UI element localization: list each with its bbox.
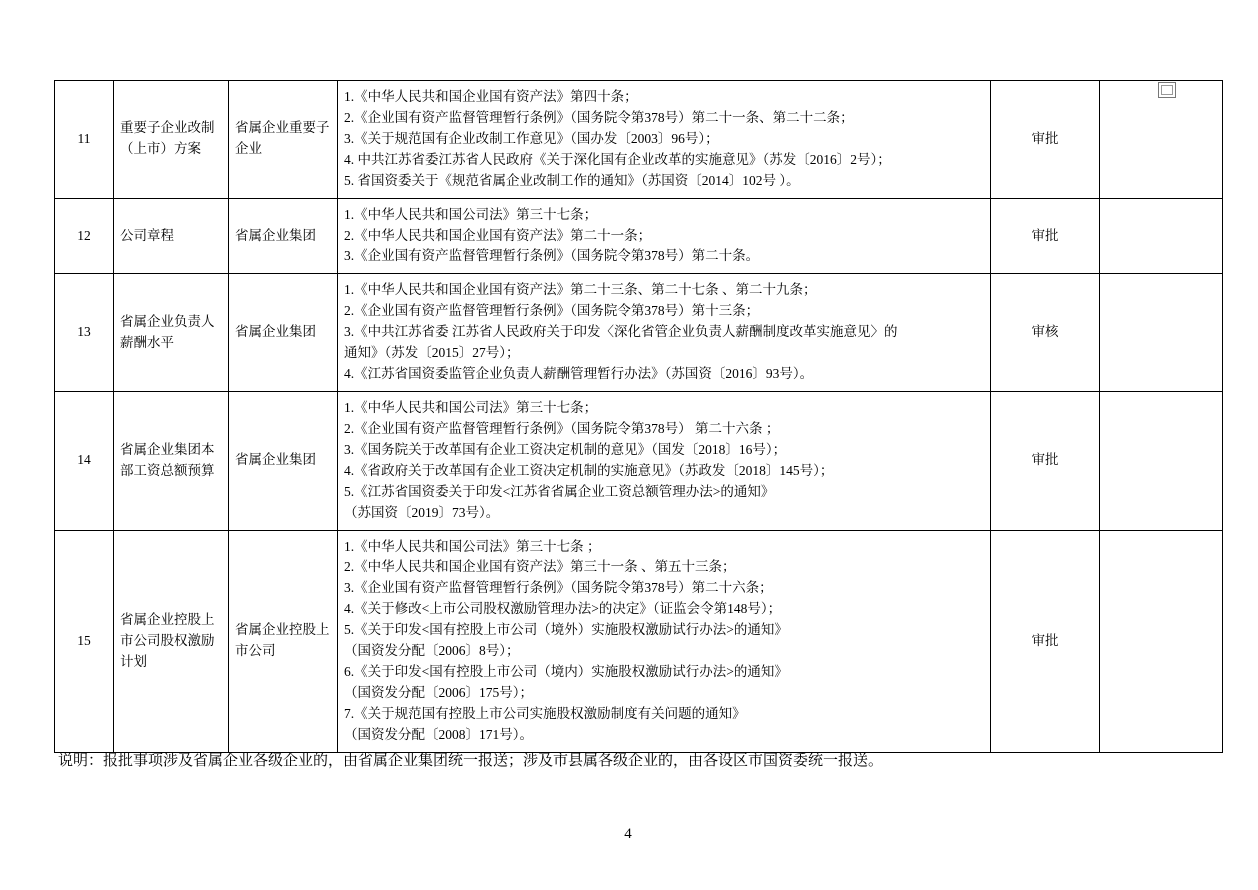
row-item-name: 重要子企业改制（上市）方案 bbox=[114, 81, 229, 199]
legal-basis-line: 2.《企业国有资产监督管理暂行条例》（国务院令第378号） 第二十六条 ； bbox=[344, 420, 780, 436]
legal-basis-line: 3.《关于规范国有企业改制工作意见》（国办发〔2003〕96号）； bbox=[344, 130, 719, 146]
legal-basis-line: 3.《国务院关于改革国有企业工资决定机制的意见》（国发〔2018〕16号）； bbox=[344, 441, 787, 457]
table-note: 说明：报批事项涉及省属企业各级企业的，由省属企业集团统一报送；涉及市县属各级企业的，由各设区市国资委统一报送。 bbox=[58, 753, 884, 769]
legal-basis-line: 5.《关于印发<国有控股上市公司（境外）实施股权激励试行办法>的通知》 bbox=[344, 622, 788, 638]
legal-basis-line: 1.《中华人民共和国企业国有资产法》第四十条； bbox=[344, 89, 638, 104]
row-subject: 省属企业控股上市公司 bbox=[229, 530, 338, 752]
row-approval-type: 审批 bbox=[991, 81, 1100, 199]
legal-basis-line: 6.《关于印发<国有控股上市公司（境内）实施股权激励试行办法>的通知》 bbox=[344, 664, 788, 680]
legal-basis-line: 4.《省政府关于改革国有企业工资决定机制的实施意见》（苏政发〔2018〕145号）； bbox=[344, 462, 834, 478]
legal-basis-line: 3.《企业国有资产监督管理暂行条例》（国务院令第378号）第二十条。 bbox=[344, 248, 760, 264]
row-item-name: 公司章程 bbox=[114, 198, 229, 274]
legal-basis-line: 7.《关于规范国有控股上市公司实施股权激励制度有关问题的通知》 bbox=[344, 705, 746, 721]
row-approval-type: 审批 bbox=[991, 530, 1100, 752]
legal-basis-line: 通知》（苏发〔2015〕27号）； bbox=[344, 345, 520, 361]
row-approval-type: 审批 bbox=[991, 198, 1100, 274]
legal-basis-line: 5.《江苏省国资委关于印发<江苏省省属企业工资总额管理办法>的通知》 bbox=[344, 483, 775, 499]
row-remark bbox=[1100, 391, 1223, 530]
table-row bbox=[55, 391, 1223, 530]
document-body bbox=[54, 0, 1204, 890]
row-number: 14 bbox=[55, 391, 114, 530]
legal-basis-line: （国资发分配〔2006〕175号）； bbox=[344, 684, 533, 700]
table-row bbox=[55, 530, 1223, 752]
row-legal-basis bbox=[338, 81, 991, 199]
page-number: 4 bbox=[624, 826, 632, 842]
row-approval-type: 审核 bbox=[991, 274, 1100, 392]
legal-basis-line: （苏国资〔2019〕73号）。 bbox=[344, 504, 500, 520]
row-item-name: 省属企业控股上市公司股权激励计划 bbox=[114, 530, 229, 752]
row-number: 13 bbox=[55, 274, 114, 392]
legal-basis-line: 2.《中华人民共和国企业国有资产法》第三十一条 、第五十三条； bbox=[344, 559, 736, 575]
row-remark bbox=[1100, 530, 1223, 752]
row-item-name: 省属企业负责人薪酬水平 bbox=[114, 274, 229, 392]
legal-basis-line: 4.《江苏省国资委监管企业负责人薪酬管理暂行办法》（苏国资〔2016〕93号）。 bbox=[344, 366, 814, 382]
row-subject: 省属企业集团 bbox=[229, 198, 338, 274]
row-number: 12 bbox=[55, 198, 114, 274]
table-row bbox=[55, 274, 1223, 392]
row-subject: 省属企业集团 bbox=[229, 391, 338, 530]
legal-basis-line: 1.《中华人民共和国企业国有资产法》第二十三条、第二十七条 、第二十九条； bbox=[344, 282, 817, 298]
legal-basis-line: 3.《中共江苏省委 江苏省人民政府关于印发〈深化省管企业负责人薪酬制度改革实施意见〉的 bbox=[344, 324, 898, 340]
legal-basis-line: 2.《企业国有资产监督管理暂行条例》（国务院令第378号）第二十一条、第二十二条； bbox=[344, 109, 854, 125]
legal-basis-line: 2.《中华人民共和国企业国有资产法》第二十一条； bbox=[344, 227, 652, 243]
row-subject: 省属企业集团 bbox=[229, 274, 338, 392]
table-body bbox=[55, 81, 1223, 753]
row-remark bbox=[1100, 198, 1223, 274]
legal-basis-line: 1.《中华人民共和国公司法》第三十七条； bbox=[344, 399, 598, 415]
row-subject: 省属企业重要子企业 bbox=[229, 81, 338, 199]
row-legal-basis bbox=[338, 391, 991, 530]
legal-basis-line: 3.《企业国有资产监督管理暂行条例》（国务院令第378号）第二十六条； bbox=[344, 580, 773, 596]
legal-basis-line: 1.《中华人民共和国公司法》第三十七条 ； bbox=[344, 538, 601, 554]
legal-basis-line: （国资发分配〔2006〕8号）； bbox=[344, 643, 520, 659]
row-legal-basis bbox=[338, 274, 991, 392]
table-row bbox=[55, 81, 1223, 199]
row-remark bbox=[1100, 274, 1223, 392]
table-row bbox=[55, 198, 1223, 274]
legal-basis-line: （国资发分配〔2008〕171号）。 bbox=[344, 726, 533, 742]
legal-basis-line: 1.《中华人民共和国公司法》第三十七条； bbox=[344, 206, 598, 222]
row-remark bbox=[1100, 81, 1223, 199]
row-legal-basis bbox=[338, 198, 991, 274]
legal-basis-line: 2.《企业国有资产监督管理暂行条例》（国务院令第378号）第十三条； bbox=[344, 303, 760, 319]
row-approval-type: 审批 bbox=[991, 391, 1100, 530]
row-legal-basis bbox=[338, 530, 991, 752]
legal-basis-line: 4.《关于修改<上市公司股权激励管理办法>的决定》（证监会令第148号）； bbox=[344, 601, 782, 617]
row-number: 11 bbox=[55, 81, 114, 199]
legal-basis-line: 4. 中共江苏省委江苏省人民政府《关于深化国有企业改革的实施意见》（苏发〔2016〕2号）； bbox=[344, 151, 891, 167]
legal-basis-line: 5. 省国资委关于《规范省属企业改制工作的通知》（苏国资〔2014〕102号 ）。 bbox=[344, 172, 800, 188]
approval-items-table bbox=[54, 80, 1223, 753]
row-number: 15 bbox=[55, 530, 114, 752]
row-item-name: 省属企业集团本部工资总额预算 bbox=[114, 391, 229, 530]
